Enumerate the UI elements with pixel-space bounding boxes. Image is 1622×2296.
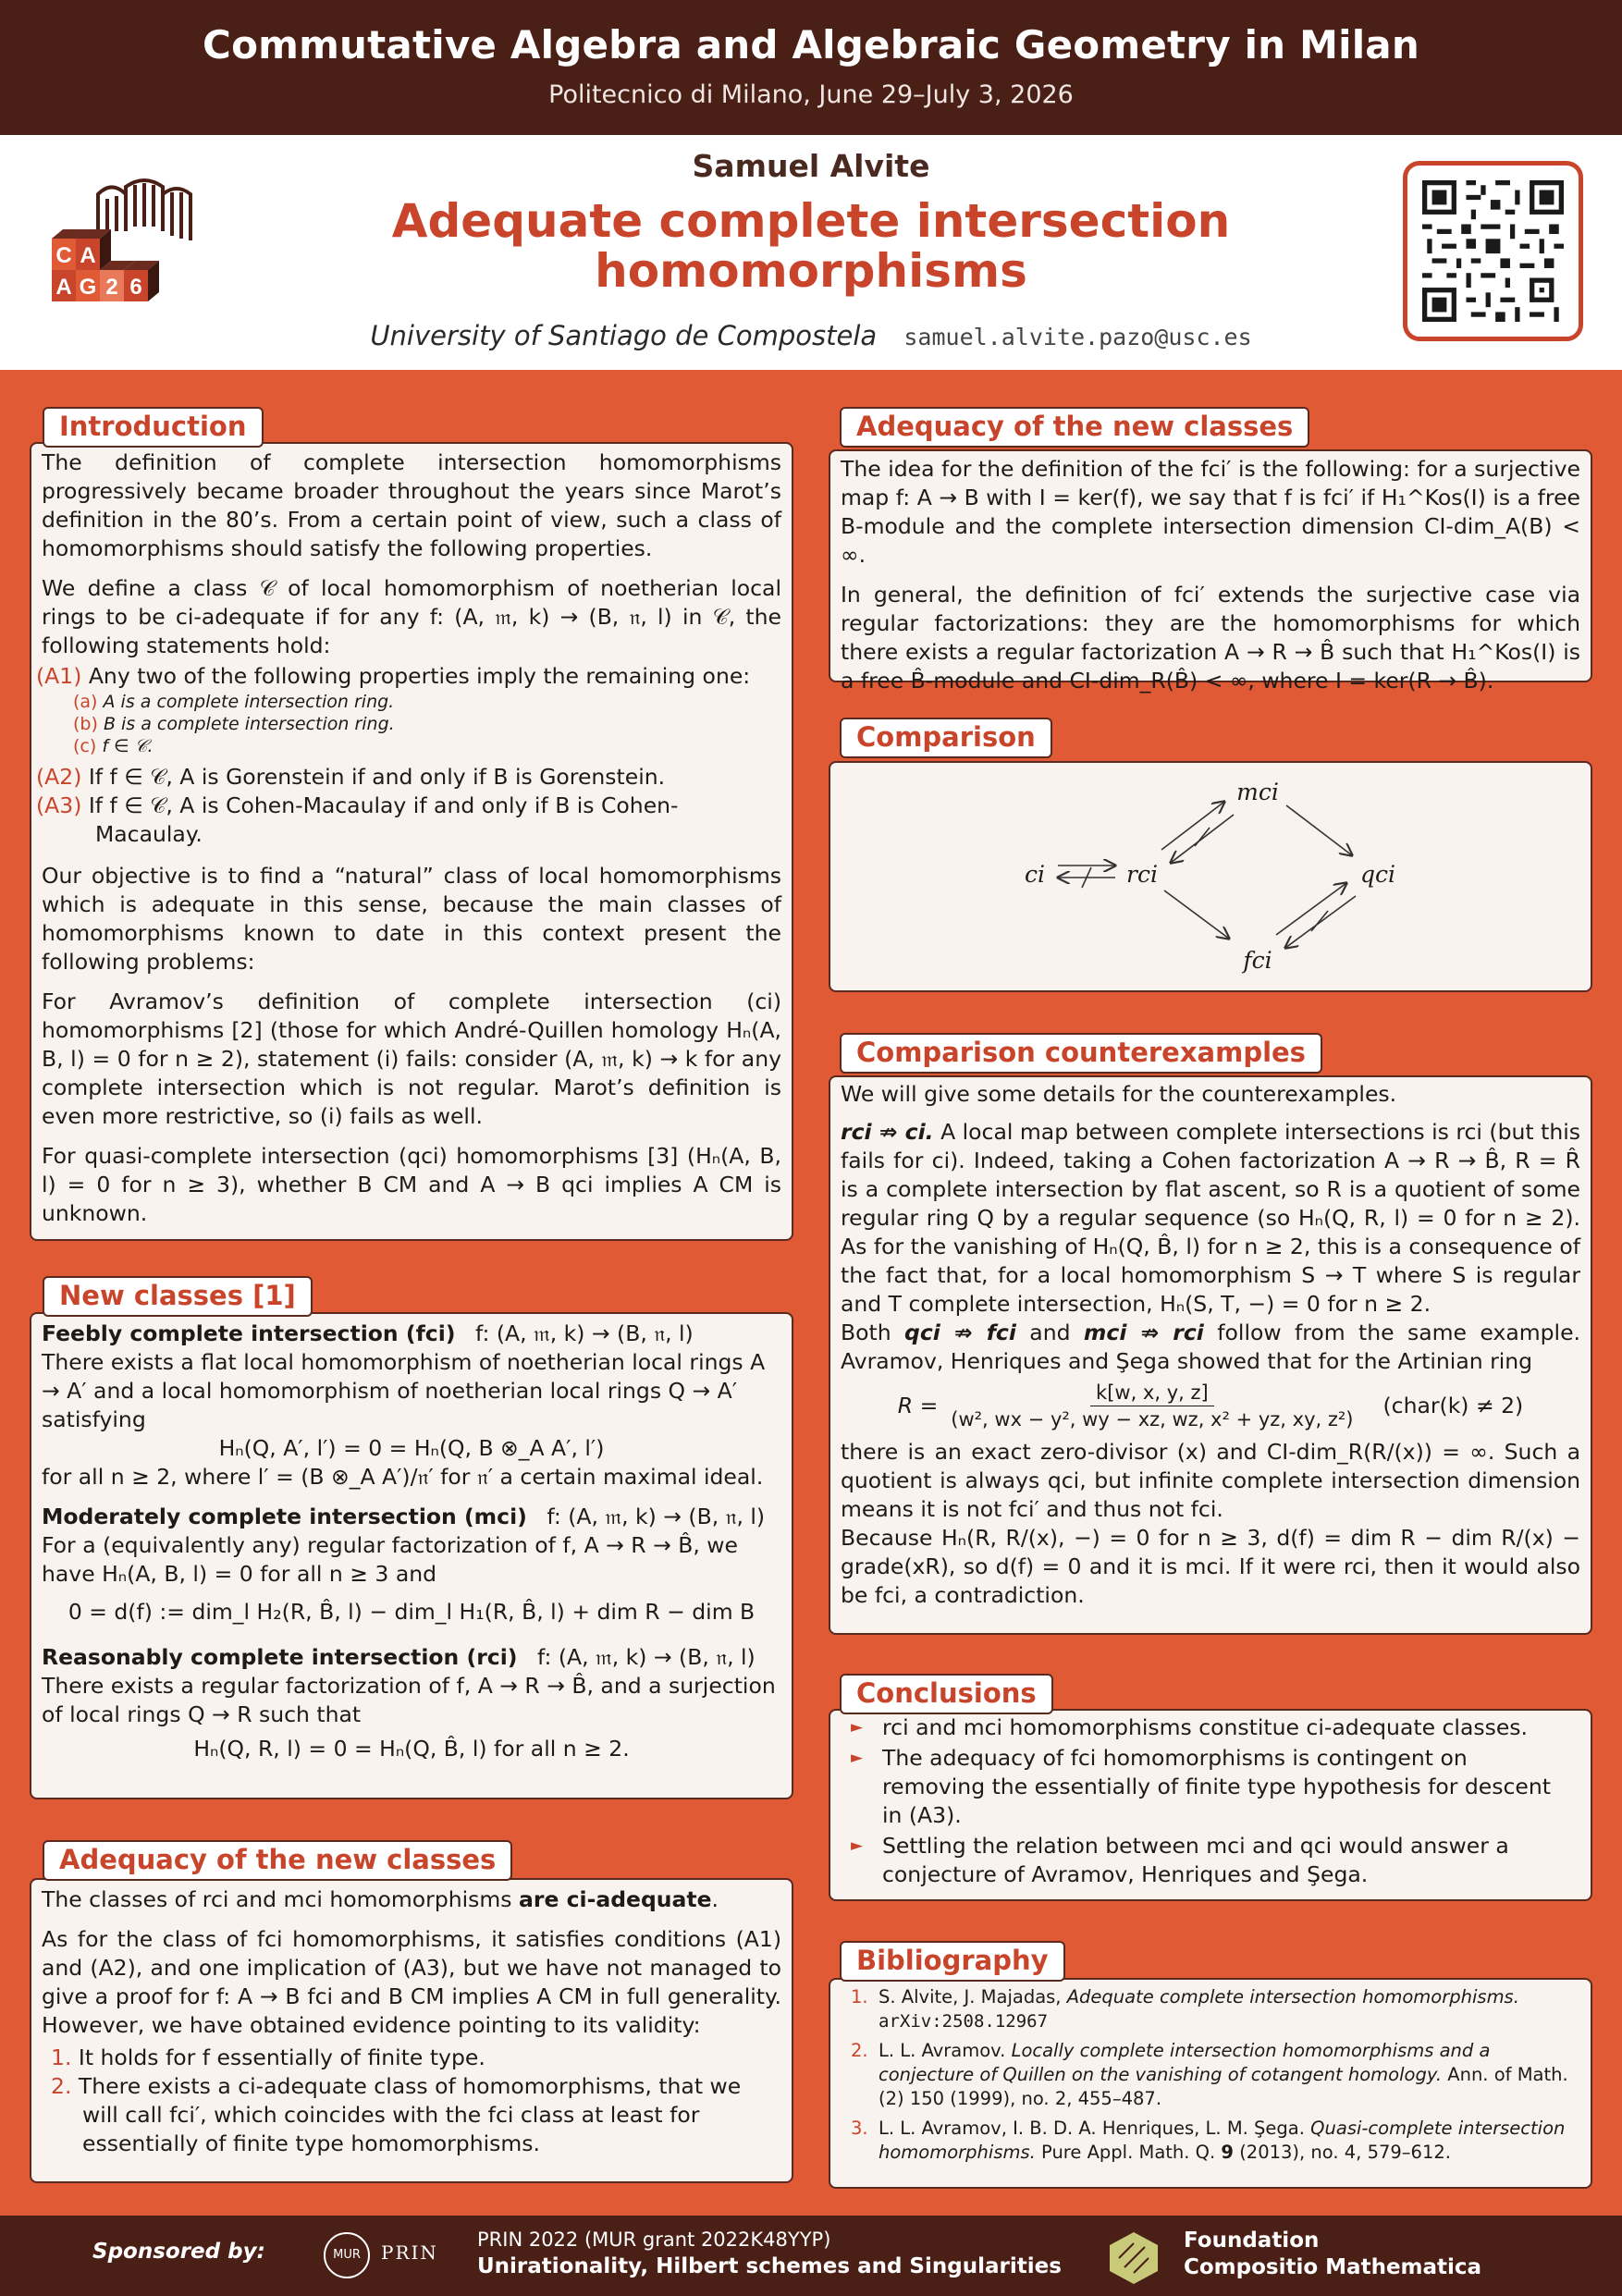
mur-logo: MUR — [324, 2232, 370, 2278]
condition-a1c-text: f ∈ 𝒞. — [102, 736, 154, 756]
fci-map: f: (A, 𝔪, k) → (B, 𝔫, l) — [475, 1320, 694, 1346]
adequacy-left-p1-pre: The classes of rci and mci homomorphisms — [42, 1886, 520, 1912]
reference-3-number: 3. — [851, 2118, 868, 2139]
adequacy-left-p1-bold: are ci-adequate — [519, 1886, 712, 1912]
reference-3-volume: 9 — [1221, 2142, 1234, 2163]
arrow-qci-fci-negated — [1311, 911, 1328, 931]
reference-2 — [851, 2039, 1572, 2111]
fci-title: Feebly complete intersection (fci) — [42, 1320, 456, 1346]
formula-denominator: (w², wx − y², wy − xz, wz, x² + yz, xy, z²) — [951, 1408, 1354, 1430]
introduction-heading: Introduction — [43, 407, 264, 448]
counterexamples-heading: Comparison counterexamples — [840, 1033, 1322, 1074]
condition-a1a — [73, 691, 781, 713]
comparison-diagram — [829, 761, 1592, 992]
artinian-ring-formula — [841, 1380, 1580, 1432]
reference-2-journal: Ann. of Math. (2) 150 (1999), no. 2, 455–487. — [879, 2064, 1568, 2109]
bibliography-content — [851, 1985, 1572, 2165]
conclusions-content — [851, 1713, 1572, 1889]
condition-a3-label: (A3) — [36, 792, 82, 818]
reference-1-title: Adequate complete intersection homomorphisms. — [1066, 1986, 1519, 2007]
introduction-content — [36, 448, 781, 1239]
logo-digit-6: 6 — [129, 275, 142, 300]
conference-venue: Politecnico di Milano, June 29–July 3, 2026 — [548, 80, 1074, 109]
reference-1-arxiv[interactable]: arXiv:2508.12967 — [879, 2011, 1049, 2032]
condition-a3 — [36, 792, 781, 849]
formula-lhs: R = — [897, 1393, 939, 1418]
fci-tail: for all n ≥ 2, where l′ = (B ⊗_A A′)/𝔫′ for 𝔫′ a certain maximal ideal. — [42, 1464, 764, 1490]
conclusion-text-3: Settling the relation between mci and qci would answer a conjecture of Avramov, Henriques and Şega. — [882, 1833, 1509, 1887]
arrow-fci-qci — [1276, 883, 1346, 935]
prin-grant: PRIN 2022 (MUR grant 2022K48YYP) — [477, 2228, 831, 2251]
reference-1-number: 1. — [851, 1986, 868, 2007]
counterexamples-content — [841, 1080, 1580, 1610]
reference-1 — [851, 1985, 1572, 2033]
poster-title: Adequate complete intersection homomorphisms — [391, 194, 1231, 298]
counterexamples-intro: We will give some details for the counterexamples. — [841, 1081, 1397, 1107]
adequacy-left-paragraph-1 — [42, 1885, 781, 1914]
node-fci: fci — [1243, 947, 1272, 974]
arrow-mci-qci — [1286, 805, 1352, 855]
condition-a1c-label: (c) — [73, 736, 97, 756]
mci-formula: 0 = d(f) := dim_l H₂(R, B̂, l) − dim_l H₁(R, B̂, l) + dim R − dim B — [68, 1599, 756, 1625]
adequacy-left-item-2-text: There exists a ci-adequate class of homomorphisms, that we will call fci′, which coincides with the fci class at least for essentially of finite type homomorphisms. — [78, 2073, 742, 2156]
fci-formula: Hₙ(Q, A′, l′) = 0 = Hₙ(Q, B ⊗_A A′, l′) — [218, 1435, 605, 1461]
counterexample-paragraph-4: Because Hₙ(R, R/(x), −) = 0 for n ≥ 3, d(f) = dim R − dim R/(x) − grade(xR), so d(f) = 0 and it is mci. If it were rci, then it would also be fci, a contradiction. — [841, 1525, 1580, 1608]
conference-banner — [0, 0, 1622, 135]
counterexample-p2-pre: Both — [841, 1320, 904, 1345]
prin-project: Unirationality, Hilbert schemes and Singularities — [477, 2254, 1062, 2278]
fci-text: There exists a flat local homomorphism of noetherian local rings A → A′ and a local homomorphism of noetherian local rings Q → A′ satisfying — [42, 1349, 766, 1432]
mci-text: For a (equivalently any) regular factorization of f, A → R → B̂, we have Hₙ(A, B, l) = 0 for all n ≥ 3 and — [42, 1532, 738, 1587]
condition-a1b-text: B is a complete intersection ring. — [103, 714, 395, 734]
counterexample-mci-rci: mci ⇏ rci — [1083, 1320, 1204, 1345]
reference-3 — [851, 2117, 1572, 2165]
logo-letter-a2: A — [55, 275, 72, 300]
counterexample-rci-ci-text: A local map between complete intersections is rci (but this fails for ci). Indeed, taking a Cohen factorization A → R → B̂, R = R̂ is a complete intersection by flat ascent, so R is a quotient of some regular ring Q by a regular sequence (so Hₙ(Q, R, l) = 0 for n ≥ 2). As for the vanishing of Hₙ(Q, B̂, l) for n ≥ 2, this is a consequence of the fact that, for a local homomorphism S → T where S is regular and T complete intersection, Hₙ(S, T, −) = 0 for n ≥ 2. — [841, 1119, 1580, 1317]
arrow-rci-fci — [1164, 890, 1229, 939]
adequacy-right-content — [841, 455, 1580, 706]
adequacy-left-content — [42, 1885, 781, 2158]
conclusion-item-3 — [851, 1832, 1572, 1889]
reference-3-title: Quasi-complete intersection homomorphisms. — [879, 2118, 1566, 2163]
author-email[interactable]: samuel.alvite.pazo@usc.es — [903, 324, 1252, 350]
logo-letter-c: C — [55, 243, 72, 268]
foundation-name-line2: Compositio Mathematica — [1184, 2255, 1482, 2279]
reference-3-authors: L. L. Avramov, I. B. D. A. Henriques, L. M. Şega. — [879, 2118, 1311, 2139]
adequacy-right-heading: Adequacy of the new classes — [840, 407, 1309, 448]
adequacy-left-p1-post: . — [711, 1886, 719, 1912]
arrow-mci-rci-negated — [1195, 828, 1210, 846]
condition-a2 — [36, 763, 781, 792]
adequacy-right-paragraph-2: In general, the definition of fci′ extends the surjective case via regular factorizations: they are the homomorphisms for which there exists a regular factorization A → R → B̂ such that H₁^Kos(I) is a free B̂-module and CI-dim_R(B̂) < ∞, where I = ker(R → B̂). — [841, 582, 1580, 694]
sponsored-label: Sponsored by: — [92, 2240, 265, 2264]
reference-2-title: Locally complete intersection homomorphisms and a conjecture of Quillen on the vanishing of cotangent homology. — [879, 2040, 1491, 2085]
reference-1-authors: S. Alvite, J. Majadas, — [879, 1986, 1067, 2007]
mci-title: Moderately complete intersection (mci) — [42, 1504, 527, 1529]
arrow-rci-mci — [1161, 802, 1224, 850]
reference-3-journal: Pure Appl. Math. Q. — [1035, 2142, 1222, 2163]
conclusions-heading: Conclusions — [840, 1674, 1053, 1714]
condition-a1-label: (A1) — [36, 663, 82, 689]
conclusion-text-2: The adequacy of fci homomorphisms is contingent on removing the essentially of finite type hypothesis for descent in (A3). — [882, 1745, 1551, 1828]
sponsor-footer — [0, 2216, 1622, 2296]
condition-a1c — [73, 735, 781, 757]
prin-logo: PRIN — [381, 2241, 438, 2264]
affiliation-line — [0, 320, 1622, 351]
condition-a1a-text: A is a complete intersection ring. — [103, 692, 395, 712]
conference-logo — [43, 176, 227, 333]
adequacy-left-item-2 — [42, 2072, 781, 2158]
rci-map: f: (A, 𝔪, k) → (B, 𝔫, l) — [537, 1644, 756, 1670]
condition-a3-text: If f ∈ 𝒞, A is Cohen-Macaulay if and only if B is Cohen-Macaulay. — [88, 792, 679, 847]
mci-definition — [42, 1503, 781, 1531]
node-qci: qci — [1359, 861, 1396, 888]
reference-3-pages: (2013), no. 4, 579–612. — [1234, 2142, 1451, 2163]
adequacy-left-heading: Adequacy of the new classes — [43, 1840, 512, 1881]
adequacy-left-item-1-num: 1. — [51, 2044, 72, 2070]
logo-letter-g: G — [79, 275, 97, 300]
formula-fraction — [945, 1380, 1358, 1432]
new-classes-content — [42, 1320, 781, 1763]
logo-letter-a: A — [80, 243, 96, 268]
fci-definition — [42, 1320, 781, 1348]
condition-a1-text: Any two of the following properties imply the remaining one: — [88, 663, 751, 689]
conclusion-text-1: rci and mci homomorphisms constitue ci-adequate classes. — [882, 1714, 1529, 1740]
rci-definition — [42, 1643, 781, 1672]
condition-a1 — [36, 662, 781, 691]
rci-title: Reasonably complete intersection (rci) — [42, 1644, 518, 1670]
bibliography-heading: Bibliography — [840, 1941, 1065, 1982]
foundation-name-line1: Foundation — [1184, 2228, 1320, 2253]
condition-a2-label: (A2) — [36, 764, 82, 790]
bullet-icon: ► — [851, 1749, 864, 1767]
author-name: Samuel Alvite — [692, 148, 930, 184]
counterexample-p2-post: follow from the same example. Avramov, Henriques and Şega showed that for the Artinian ring — [841, 1320, 1581, 1374]
intro-paragraph-3: Our objective is to find a “natural” class of local homomorphisms which is adequate in this sense, because the main classes of homomorphisms known to date in this context present the following problems: — [42, 863, 781, 975]
bullet-icon: ► — [851, 1718, 864, 1737]
counterexample-qci-fci: qci ⇏ fci — [904, 1320, 1016, 1345]
node-ci: ci — [1025, 861, 1045, 888]
counterexample-paragraph-3: there is an exact zero-divisor (x) and CI-dim_R(R/(x)) = ∞. Such a quotient is always qci, but infinite complete intersection dimension means it is not fci′ and thus not fci. — [841, 1439, 1580, 1522]
arrow-mci-rci — [1171, 815, 1234, 863]
compositio-logo-icon — [1106, 2230, 1161, 2286]
adequacy-left-paragraph-2: As for the class of fci homomorphisms, it satisfies conditions (A1) and (A2), and one implication of (A3), but we have not managed to give a proof for f: A → B fci and B CM implies A CM in full generality. However, we have obtained evidence pointing to its validity: — [42, 1926, 781, 2038]
affiliation: University of Santiago de Compostela — [370, 320, 878, 351]
node-rci: rci — [1126, 861, 1158, 888]
reference-2-number: 2. — [851, 2040, 868, 2061]
counterexample-rci-ci — [841, 1118, 1580, 1319]
poster-header — [0, 135, 1622, 370]
intro-paragraph-5: For quasi-complete intersection (qci) homomorphisms [3] (Hₙ(A, B, l) = 0 for n ≥ 3), whether B CM and A → B qci implies A CM is unknown. — [42, 1143, 781, 1226]
qr-code-icon — [1422, 180, 1564, 322]
intro-paragraph-2: We define a class 𝒞 of local homomorphism of noetherian local rings to be ci-adequate if for any f: (A, 𝔪, k) → (B, 𝔫, l) in 𝒞, the following statements hold: — [42, 575, 781, 658]
node-mci: mci — [1236, 779, 1279, 805]
new-classes-heading: New classes [1] — [43, 1276, 313, 1317]
comparison-heading: Comparison — [840, 718, 1052, 758]
condition-a1a-label: (a) — [73, 692, 98, 712]
conclusion-item-2 — [851, 1744, 1572, 1830]
counterexample-rci-ci-title: rci ⇏ ci. — [841, 1119, 934, 1145]
counterexample-p2-mid: and — [1015, 1320, 1084, 1345]
arrow-qci-fci — [1285, 896, 1356, 948]
bullet-icon: ► — [851, 1836, 864, 1855]
rci-text: There exists a regular factorization of f, A → R → B̂, and a surjection of local rings Q → R such that — [42, 1673, 776, 1727]
conclusion-item-1 — [851, 1713, 1572, 1742]
adequacy-left-item-1-text: It holds for f essentially of finite type. — [78, 2044, 485, 2070]
adequacy-right-paragraph-1: The idea for the definition of the fci′ is the following: for a surjective map f: A → B with I = ker(f), we say that f is fci′ if H₁^Kos(I) is a free B-module and the complete intersection dimension CI-dim_A(B) < ∞. — [841, 456, 1580, 568]
condition-a1b-label: (b) — [73, 714, 98, 734]
reference-2-authors: L. L. Avramov. — [879, 2040, 1012, 2061]
adequacy-left-item-2-num: 2. — [51, 2073, 72, 2099]
mci-map: f: (A, 𝔪, k) → (B, 𝔫, l) — [547, 1504, 766, 1529]
counterexample-qci-mci — [841, 1319, 1580, 1376]
condition-a1b — [73, 713, 781, 735]
conference-title: Commutative Algebra and Algebraic Geometry in Milan — [203, 22, 1419, 68]
qr-code[interactable] — [1403, 161, 1583, 341]
adequacy-left-item-1 — [42, 2044, 781, 2072]
formula-numerator: k[w, x, y, z] — [1090, 1380, 1214, 1406]
formula-condition: (char(k) ≠ 2) — [1382, 1393, 1524, 1418]
rci-formula: Hₙ(Q, R, l) = 0 = Hₙ(Q, B̂, l) for all n ≥ 2. — [193, 1736, 630, 1762]
condition-a2-text: If f ∈ 𝒞, A is Gorenstein if and only if B is Gorenstein. — [88, 764, 666, 790]
intro-paragraph-1: The definition of complete intersection homomorphisms progressively became broader throughout the years since Marot’s definition in the 80’s. From a certain point of view, such a class of homomorphisms should satisfy the following properties. — [42, 449, 781, 561]
logo-digit-2: 2 — [105, 275, 118, 300]
intro-paragraph-4: For Avramov’s definition of complete intersection (ci) homomorphisms [2] (those for which André-Quillen homology Hₙ(A, B, l) = 0 for n ≥ 2), statement (i) fails: consider (A, 𝔪, k) → k for any complete intersection which is not regular. Marot’s definition is even more restrictive, so (i) fails as well. — [42, 988, 781, 1129]
